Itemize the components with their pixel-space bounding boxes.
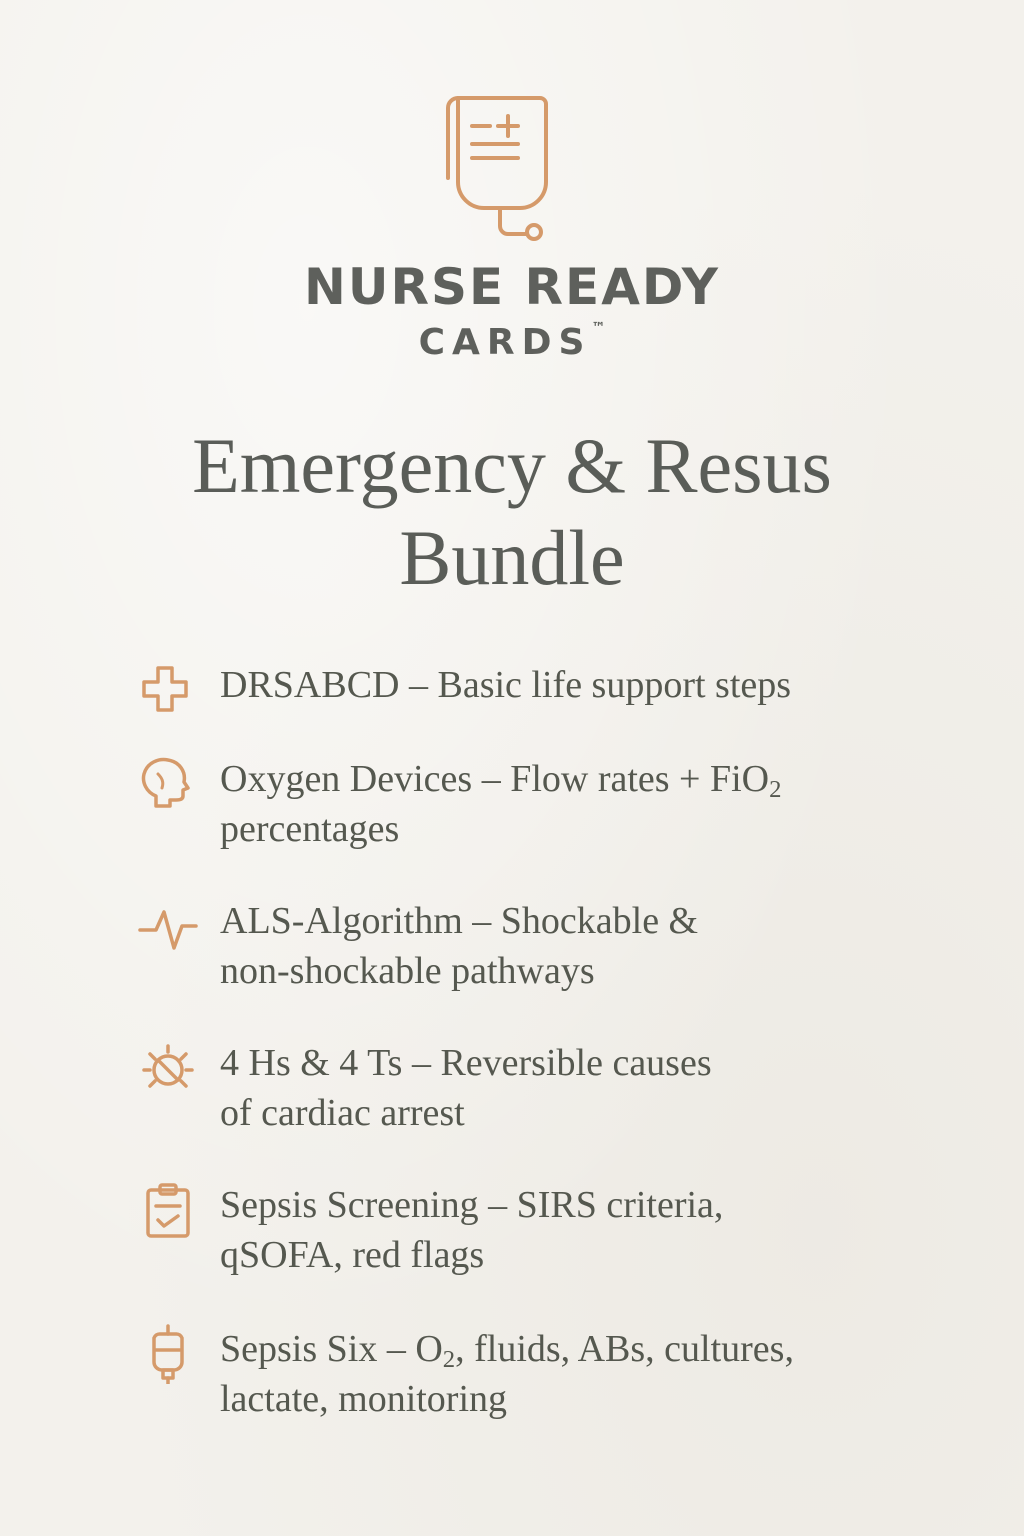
item-text-line-1: 4 Hs & 4 Ts – Reversible causes xyxy=(220,1042,712,1084)
item-text-line-2: percentages xyxy=(220,808,400,850)
page-title xyxy=(0,420,1024,604)
head-profile-icon xyxy=(136,754,200,814)
item-text-line-1 xyxy=(220,1324,920,1374)
heartbeat-icon xyxy=(136,896,200,956)
item-text-line-1: DRSABCD – Basic life support steps xyxy=(220,664,792,706)
item-text-prefix: Sepsis Six – O xyxy=(220,1328,443,1370)
medical-cross-icon xyxy=(136,660,200,720)
trademark-symbol: ™ xyxy=(591,320,606,336)
title-line-1: Emergency & Resus xyxy=(192,422,832,509)
item-text-line-1: Sepsis Screening – SIRS criteria, xyxy=(220,1184,724,1226)
clipboard-check-icon xyxy=(136,1180,200,1240)
item-text-line-2: lactate, monitoring xyxy=(220,1378,508,1420)
iv-bag-icon xyxy=(136,1324,200,1384)
item-text-line-2: qSOFA, red flags xyxy=(220,1234,485,1276)
item-text-line-2: non-shockable pathways xyxy=(220,950,595,992)
brand-subname xyxy=(0,322,1024,363)
item-text-suffix: , fluids, ABs, cultures, xyxy=(455,1328,794,1370)
item-text-line-2: of cardiac arrest xyxy=(220,1092,465,1134)
item-text-line-1: ALS-Algorithm – Shockable & xyxy=(220,900,699,942)
item-text-prefix: Oxygen Devices – Flow rates + FiO xyxy=(220,758,770,800)
brand-subname-text: CARDS xyxy=(418,322,592,363)
title-line-2: Bundle xyxy=(399,514,625,601)
chart-clipboard-logo-icon xyxy=(440,92,552,242)
virus-icon xyxy=(136,1038,200,1098)
item-text-line-1 xyxy=(220,754,920,804)
brand-name: NURSE READY xyxy=(304,258,720,316)
subscript: 2 xyxy=(769,776,782,804)
subscript: 2 xyxy=(442,1346,456,1374)
